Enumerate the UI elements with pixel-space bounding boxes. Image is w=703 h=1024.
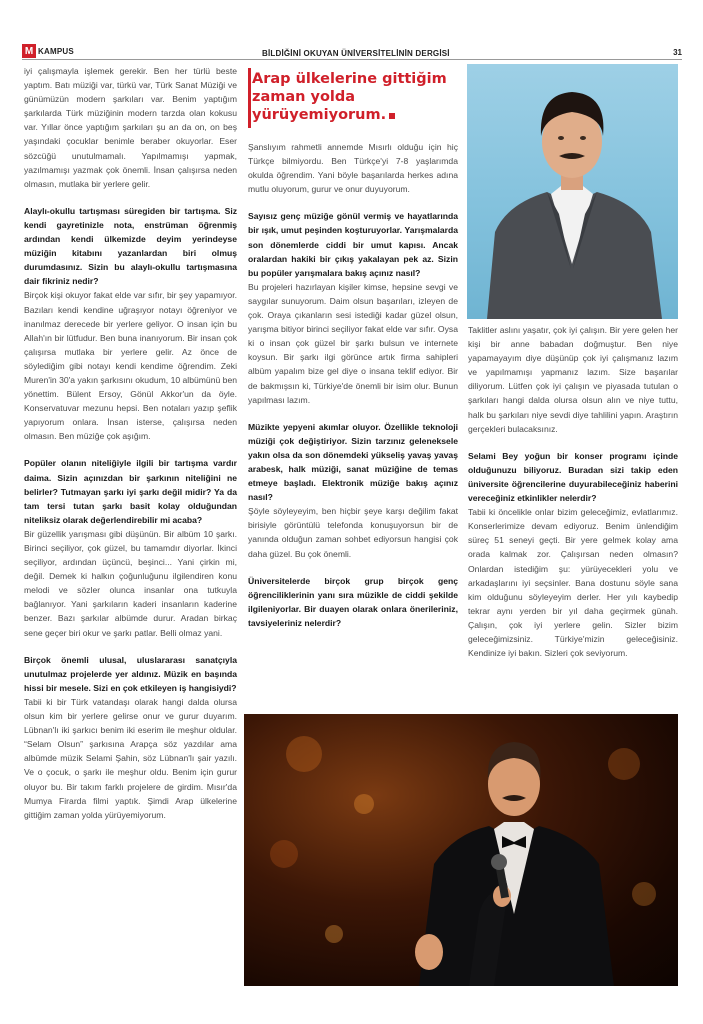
question-paragraph: Üniversitelerde birçok grup birçok genç öğrenciliklerinin yanı sıra müzikle de ciddi şekilde ilgileniyorlar. Bir duayen olarak onlara önerileriniz, tavsiyeleriniz nelerdir?	[248, 575, 458, 628]
page-number: 31	[673, 48, 682, 57]
portrait-photo	[467, 64, 678, 319]
article-column-1	[24, 64, 237, 835]
header-divider	[22, 59, 682, 60]
answer-paragraph: Taklitler aslını yaşatır, çok iyi çalışın. Bir yere gelen her kişi bir anne babadan doğmuştur. Ben niye yapamayayım diye düşünüp çok iyi çalışmanız lazım ve yapılmamışı yapmanız lazım. Size başarılar diliyorum. Lütfen çok iyi çalışın ve piyasada tutulan o şarkıları hangi dalda olursa olsun alın ve niye tuttu, halk bu şarkıları niye sevdi diye tahlilini yapın. Araştırın gerçekleri bulacaksınız.	[468, 325, 678, 434]
pull-quote-text: Arap ülkelerine gittiğim zaman yolda yürüyemiyorum.	[252, 71, 447, 123]
article-column-3	[468, 323, 678, 673]
answer-paragraph: Tabii ki öncelikle onlar bizim geleceğimiz, evlatlarımız. Konserlerimize devam ediyoruz. Benim ünlendiğim süreç 51 seneyi geçti. Bir yere gelmek kolay ama orada kalmak zor. Çalışırsan neden olmasın? Onlardan istediğim şu: yürüyecekleri yolu ve arkadaşlarını iyi seçsinler. Bana dostunu söyle sana kim olduğunu söyleyeyim derler. Her yılı kaybedip tekrar aynı yerden bir yıl daha geçirmek günah. Çalışın, çok iyi yerlere gelin. Sizler bizim geleceğimizsiniz. Türkiye'mizin geleceğisiniz. Kendinize iyi bakın. Sizleri çok seviyorum.	[468, 507, 678, 659]
question-paragraph: Selami Bey yoğun bir konser programı içinde olduğunuzu biliyoruz. Buradan sizi takip eden üniversite öğrencilerine duyurabileceğiniz haberini vereceğiniz etkinlikler nelerdir?	[468, 450, 678, 504]
answer-paragraph: Şöyle söyleyeyim, ben hiçbir şeye karşı değilim fakat birisiyle görüntülü telefonda konuşuyorsun bir de yanında olduğun zaman sohbet ediyorsun hangisi çok daha güzel. Bu çok önemli.	[248, 506, 458, 559]
question-paragraph: Müzikte yepyeni akımlar oluyor. Özellikle teknoloji müziği çok değiştiriyor. Sizin tarzınız geleneksele yakın olsa da son dönemdeki yükseliş yavaş yavaş arabesk, halk müziği, sanat müziğine de temas etmeye başladı. Elektronik müziğe bakış açınız nasıl?	[248, 421, 458, 503]
answer-paragraph: Tabii ki bir Türk vatandaşı olarak hangi dalda olursa olsun kim bir yerlere gelirse onur ve gurur duyarım. Lübnan'lı iki şarkıcı benim iki eserim ile meşhur oldular. “Selam Olsun” şarkısına Arapça söz yazdılar ama albümde müzik Selami Şahin, söz Lübnan'lı şair yazılı. Ve o çocuk, o şarkı ile meşhur oldu. Benim için gurur oluyor bu. Bir takım farklı projelere de girdim. Mısır'da Mumya Firarda filmi yaptık. Şimdi Arap ülkelerine gittiğim zaman yolda yürüyemiyorum.	[24, 696, 237, 820]
pull-quote	[252, 70, 460, 124]
concert-photo	[244, 714, 678, 986]
logo-text: KAMPUS	[38, 46, 74, 56]
question-paragraph: Popüler olanın niteliğiyle ilgili bir tartışma vardır daima. Sizin açınızdan bir şarkının niteliğini ne belirler? Tutmayan şarkı iyi şarkı değil midir? Ya da tam tersi tutan şarkı basit kolay olduğundan niteliksiz olarak değerlendirebilir mi acaba?	[24, 458, 237, 525]
pull-quote-end-mark	[389, 113, 395, 119]
pull-quote-bar	[248, 68, 251, 128]
question-paragraph: Alaylı-okullu tartışması süregiden bir tartışma. Siz kendi gayretinizle nota, enstrüman öğrenmiş ardından kendi ülkemizde deyim yerindeyse müziğin kitabını yazanlardan biri olmuş durumdasınız. Sizin bu alaylı-okullu tartışmasına dair fikriniz nedir?	[24, 205, 237, 287]
question-paragraph: Birçok önemli ulusal, uluslararası sanatçıyla unutulmaz projelerde yer aldınız. Müzik en başında hissi bir mesele. Sizi en çok etkileyen iş hangisiydi?	[24, 654, 237, 693]
page-header	[22, 44, 682, 60]
answer-paragraph: Şanslıyım rahmetli annemde Mısırlı olduğu için hiç Türkçe bilmiyordu. Ben Türkçe'yi 7-8 yaşlarımda okulda öğrendim. Yani böyle başarılarda herkes adına mutlu oluyorum, gurur ve onur duyuyorum.	[248, 142, 458, 195]
magazine-logo	[22, 44, 74, 58]
article-column-2	[248, 140, 458, 630]
answer-paragraph: Birçok kişi okuyor fakat elde var sıfır, bir şey yapamıyor. Bazıları kendi kendine uğraşıyor notayı öğreniyor ve inanılmaz derecede bir yerlere geliyor. O insan için bu Allah'ın bir lütfudur. Ben buna inanıyorum. Bir insan çok çalışırsa mutlaka bir yerlere gelir. Az önce de söylediğim gibi notayı kendi kendime öğrendim. Zeki Muren'in 30'a yakın şarkısını okudum, 10 albümünü ben yönettim. Bülent Ersoy, Gönül Akkor'un da öyle. Konservatuvar mezunu hepsi. Ben notaları yazıp şeflik yapıyorum onlara. İnsan isterse, çalışırsa neden olmasın. Ben müziğe çok aşığım.	[24, 290, 237, 442]
magazine-tagline: BİLDİĞİNİ OKUYAN ÜNİVERSİTELİNİN DERGİSİ	[262, 49, 450, 58]
logo-mark: M	[22, 44, 36, 58]
answer-paragraph: Bir güzellik yarışması gibi düşünün. Bir albüm 10 şarkı. Birinci seçiliyor, çok güzel, bu tamamdır diyorlar. İkinci seçiliyor, ardından üçüncü, beşinci... Yani çirkin mi, değil. Demek ki halkın çoğunluğunu ilgilendiren konu melodi ve sözler olunca insanlar ona tutkuyla bağlanıyor. Yani şarkıların kaderi insanların kaderine benzer. Bazı şarkılar albümde durur. Aradan birkaç sene geçer biri okur ve şarkı patlar. Belli olmaz yani.	[24, 528, 237, 638]
answer-paragraph: iyi çalışmayla işlemek gerekir. Ben her türlü beste yaptım. Batı müziği var, türkü var, Türk Sanat Müziği ve günümüzün modern şarkıları var. Benim yaptığım şarkılarda Türk müziğinin modern tarzda olan kokusu var. Yıllar önce yaptığım şarkıları şu an da on, on beş yaşındaki çocuklar benimle beraber okuyorlar. Eser sözcüğü unutulmamalı. Yapılmamışı yapmak, yazılmamışı yazmak çok önemli. İnsan çalışırsa neden olmasın, mutlaka bir yerlere gelir.	[24, 66, 237, 189]
question-paragraph: Sayısız genç müziğe gönül vermiş ve hayatlarında bir ışık, umut peşinden koşturuyorlar. Yarışmalarda son dönemlerde ciddi bir umut kapısı. Ancak oralardan hakiki bir çıkış yakalayan pek az. Sizin bu popüler yarışmalara bakış açınız nasıl?	[248, 211, 458, 278]
answer-paragraph: Bu projeleri hazırlayan kişiler kimse, hepsine sevgi ve saygılar sunuyorum. Daim olsun başarıları, izleyen de çok. Oraya çıkanların sesi istediği kadar güzel olsun, yarışma bitiyor birinci seçiliyor fakat elde var sıfır. Oysa ki o insan çok güzel bir şarkı bulsun ve internete koysun. Bir şarkı ilgi görünce artık firma sahipleri albüm yapalım bize gel diye o insana teklif ediyor. Bir de bakmışsın ki, Türkiye'de önemli bir isim olur. Bunun yapılması lazım.	[248, 281, 458, 405]
